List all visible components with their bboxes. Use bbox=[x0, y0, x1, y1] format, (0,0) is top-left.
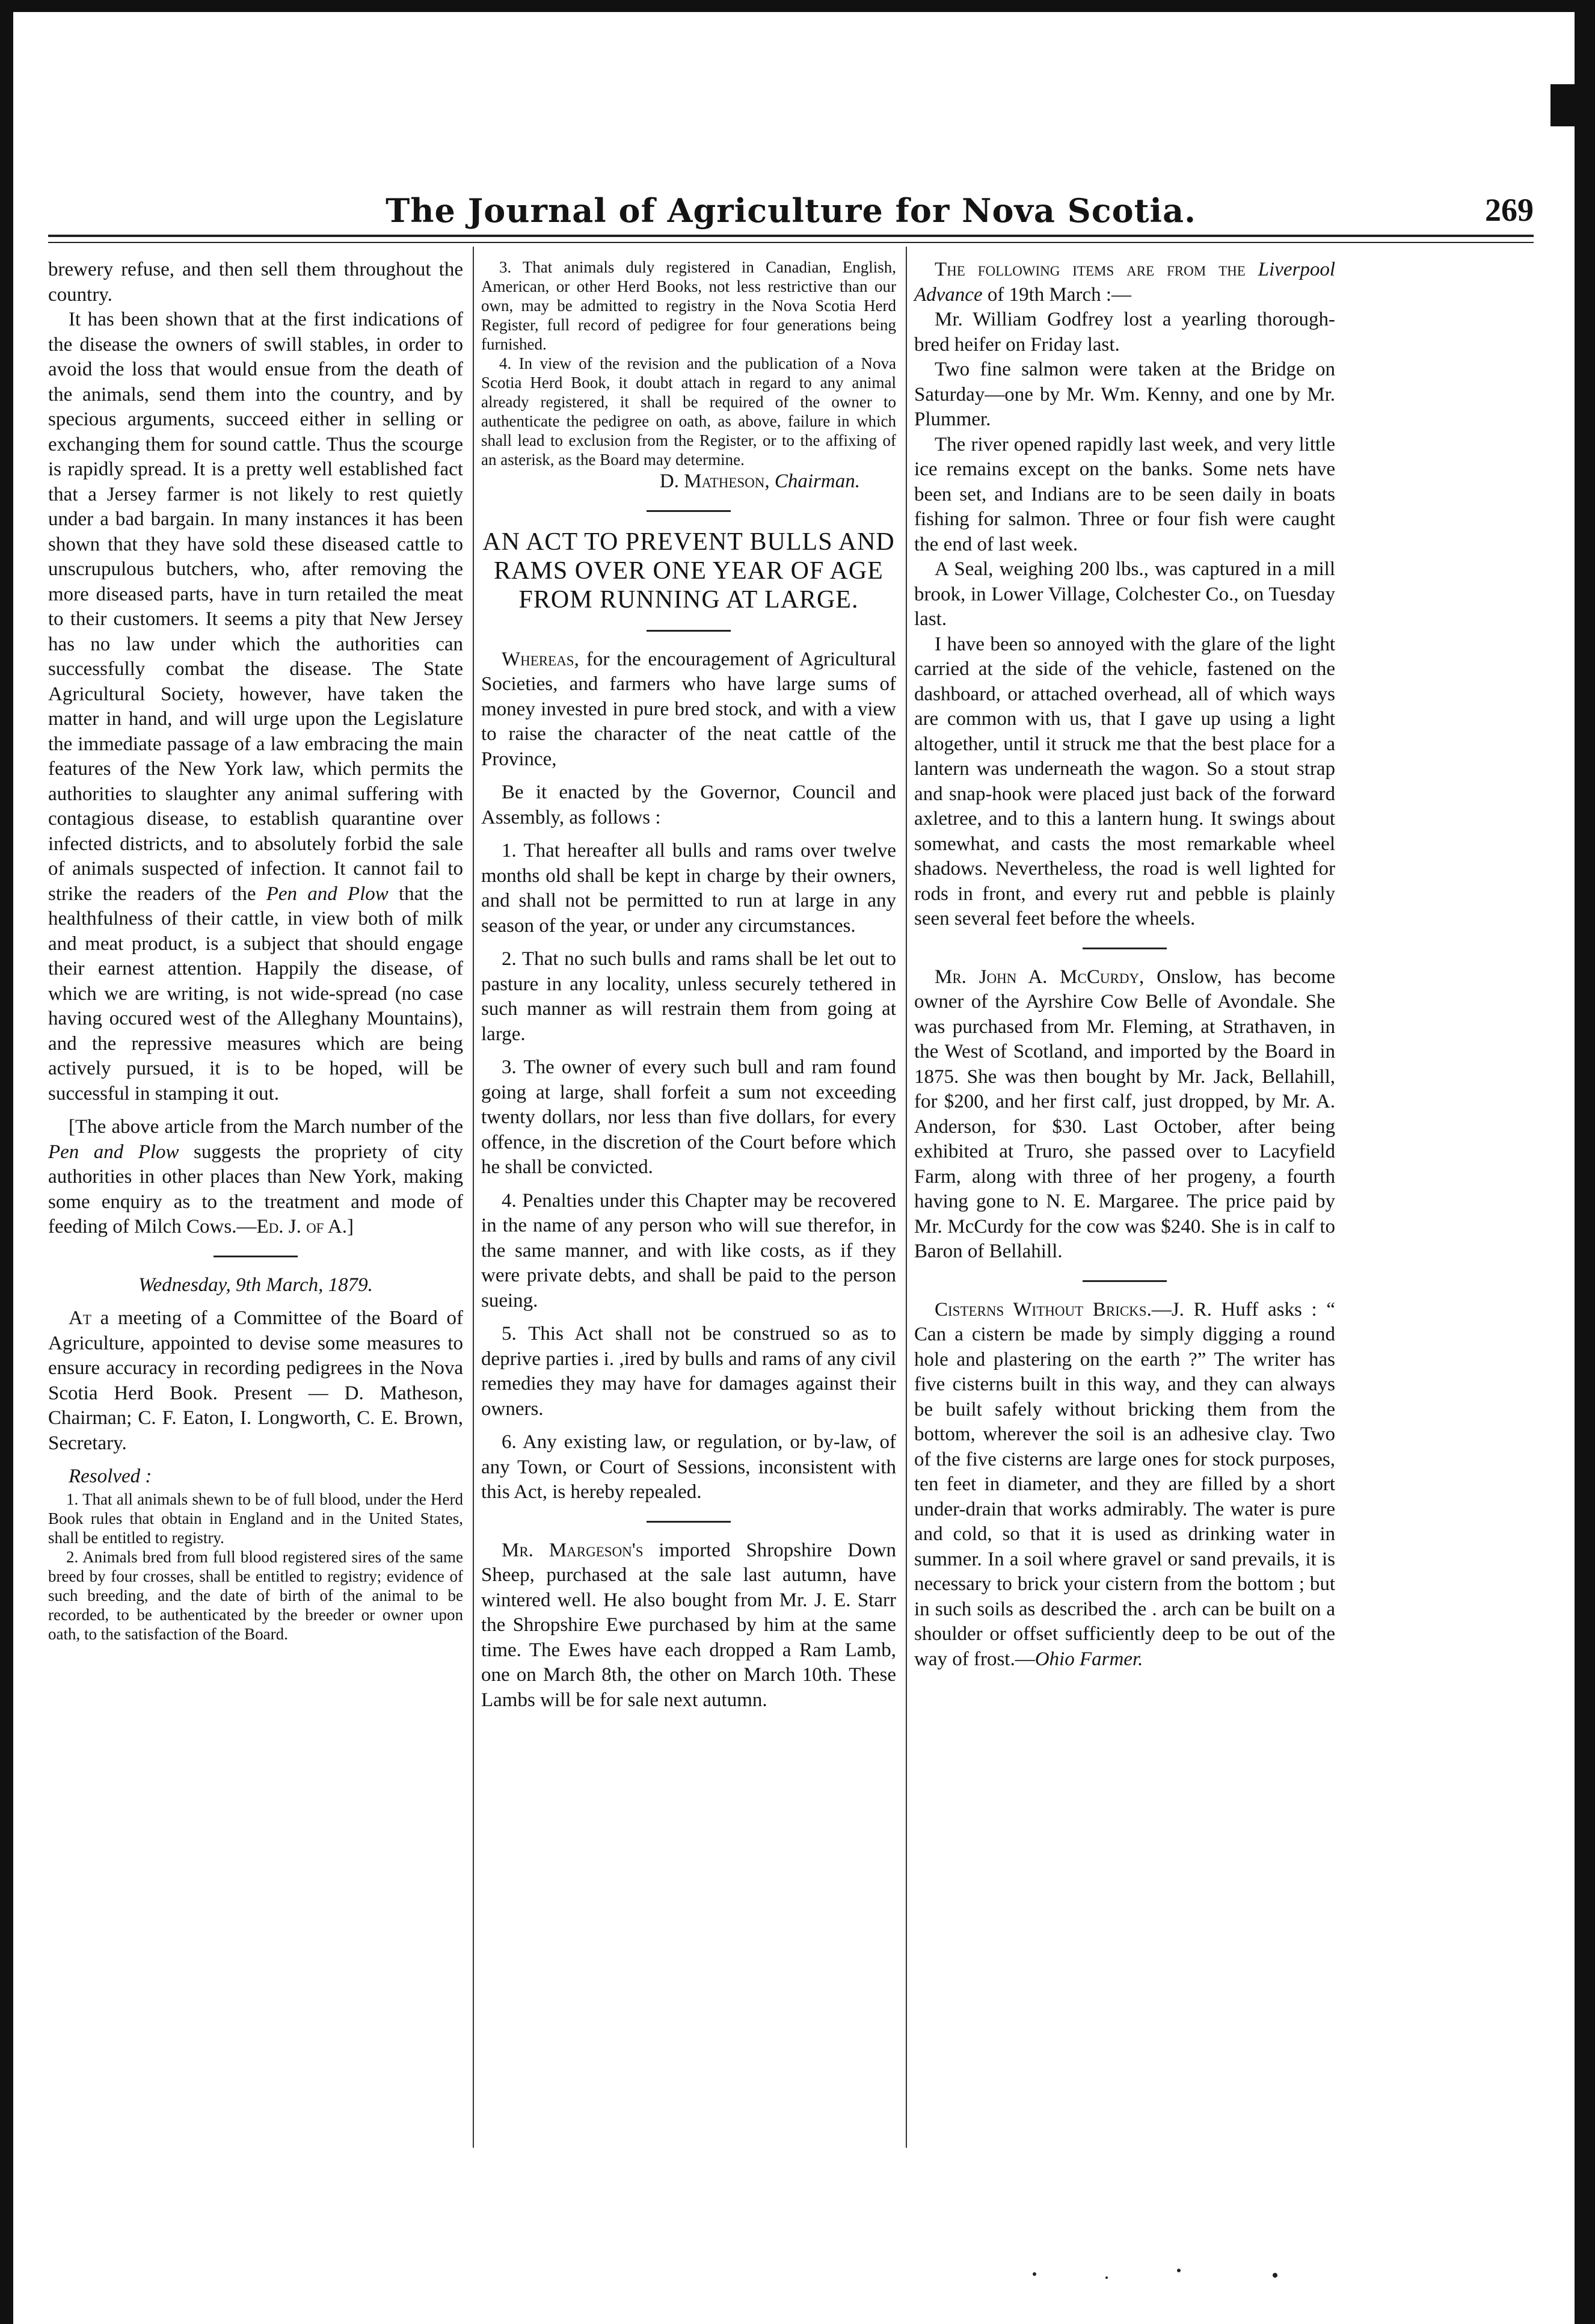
scan-border-left bbox=[0, 0, 13, 2324]
signature: D. Matheson, Chairman. bbox=[659, 470, 860, 492]
column-1 bbox=[48, 257, 463, 1644]
paragraph: Two fine salmon were taken at the Bridge on Saturday—one by Mr. Wm. Kenny, and one by Mr. Plummer. bbox=[914, 359, 1335, 430]
resolutions-list-continued bbox=[481, 257, 896, 469]
column-divider-2 bbox=[906, 247, 907, 2148]
paragraph: The following items are from the Liverpool Advance of 19th March :— bbox=[914, 259, 1335, 306]
paragraph: Cisterns Without Bricks.—J. R. Huff asks : “ Can a cistern be made by simply digging a round hole and plastering on the earth ?” The writer has five cisterns built in this way, and they can always be built safely without bricking them from the bottom, wherever the soil is an adhesive clay. Two of the five cisterns are large ones for stock purposes, ten feet in diameter, and they are filled by a short under-drain that works admirably. The water is pure and cold, so that it is used as drinking water in summer. In a soil where gravel or sand prevails, it is necessary to brick your cistern from the bottom ; but in such soils as described the . arch can be built on a shoulder or offset sufficiently deep to be out of the way of frost.—Ohio Farmer. bbox=[914, 1298, 1335, 1670]
resolution: 1. That all animals shewn to be of full blood, under the Herd Book rules that obtain in England and in the United States, shall be entitled to registry. bbox=[48, 1490, 463, 1547]
separator-rule bbox=[647, 510, 731, 512]
paragraph: Mr. William Godfrey lost a yearling thorough-bred heifer on Friday last. bbox=[914, 309, 1335, 356]
resolved-heading: Resolved : bbox=[69, 1466, 152, 1487]
resolution: 3. That animals duly registered in Canadian, English, American, or other Herd Books, not less restrictive than our own, may be admitted to registry in the Nova Scotia Herd Register, full record of pedigree for four generations being furnished. bbox=[481, 258, 896, 353]
separator-rule bbox=[647, 630, 731, 632]
header-rule-thick bbox=[48, 235, 1534, 237]
paragraph: I have been so annoyed with the glare of the light carried at the side of the vehicle, fastened on the dashboard, or attached overhead, all of which ways are common with us, that I gave up using a light altogether, until it struck me that the best place for a lantern was underneath the wagon. So a stout strap and snap-hook were placed just back of the forward axletree, and to this a lantern hung. It swings about somewhat, and casts the most remarkable wheel shadows. Nevertheless, the road is well lighted for rods in front, and every rut and pebble is plainly seen several feet before the wheels. bbox=[914, 633, 1335, 929]
dateline: Wednesday, 9th March, 1879. bbox=[138, 1274, 373, 1296]
section: 5. This Act shall not be construed so as to deprive parties i. ,ired by bulls and rams of any civil remedies they may have for damages against their owners. bbox=[481, 1323, 896, 1420]
section: 6. Any existing law, or regulation, or by-law, of any Town, or Court of Sessions, inconsistent with this Act, is hereby repealed. bbox=[481, 1431, 896, 1503]
page-header bbox=[48, 191, 1534, 245]
section: 4. Penalties under this Chapter may be recovered in the name of any person who will sue therefor, in the same manner, and with like costs, as if they were private debts, and shall be paid to the person sueing. bbox=[481, 1189, 896, 1311]
header-rule-thin bbox=[48, 242, 1534, 243]
resolution: 2. Animals bred from full blood registered sires of the same breed by four crosses, shall be entitled to registry; evidence of such breeding, and the date of birth of the animal to be recorded, to be authenticated by the breeder or owner upon oath, to the satisfaction of the Board. bbox=[48, 1547, 463, 1643]
column-3 bbox=[914, 257, 1335, 1672]
paragraph: Whereas, for the encouragement of Agricultural Societies, and farmers who have large sums of money invested in pure bred stock, and with a view to raise the character of the neat cattle of the Province, bbox=[481, 648, 896, 770]
resolutions-list bbox=[48, 1490, 463, 1644]
paragraph: It has been shown that at the first indications of the disease the owners of swill stables, in order to avoid the loss that would ensue from the death of the animals, send them into the country, and by specious arguments, succeed either in selling or exchanging them for sound cattle. Thus the scourge is rapidly spread. It is a pretty well established fact that a Jersey farmer is not likely to rest quietly under a bad bargain. In many instances it has been shown that they have sold these diseased cattle to unscrupulous butchers, who, after removing the more diseased parts, have in turn retailed the meat to their customers. It seems a pity that New Jersey has no law under which the authorities can successfully combat the disease. The State Agricultural Society, however, have taken the matter in hand, and will urge upon the Legislature the immediate passage of a law embracing the main features of the New York law, which permits the authorities to slaughter any animal suffering with contagious disease, to establish quarantine over infected districts, and to absolutely forbid the sale of animals suspected of infection. It cannot fail to strike the readers of the Pen and Plow that the healthfulness of their cattle, in view both of milk and meat product, is a subject that should engage their earnest attention. Happily the disease, of which we are writing, is not wide-spread (no case having occured west of the Alleghany Mountains), and the repressive measures which are being actively pursued, it is to be hoped, will be successful in stamping it out. bbox=[48, 309, 463, 1105]
resolution: 4. In view of the revision and the publication of a Nova Scotia Herd Book, it doubt attach in regard to any animal already registered, it shall be required of the owner to authenticate the pedigree on oath, as above, failure in which shall lead to exclusion from the Register, or to the affixing of an asterisk, as the Board may determine. bbox=[481, 354, 896, 469]
scan-specks bbox=[1022, 2262, 1323, 2286]
separator-rule bbox=[1083, 948, 1167, 949]
paragraph: Be it enacted by the Governor, Council and Assembly, as follows : bbox=[481, 781, 896, 828]
column-2 bbox=[481, 257, 896, 1713]
page-number: 269 bbox=[1485, 192, 1534, 228]
section: 2. That no such bulls and rams shall be let out to pasture in any locality, unless securely tethered in such manner as will restrain them from going at large. bbox=[481, 948, 896, 1045]
scan-border-top bbox=[0, 0, 1595, 12]
act-title: AN ACT TO PREVENT BULLS AND RAMS OVER ONE YEAR OF AGE FROM RUNNING AT LARGE. bbox=[482, 528, 895, 614]
separator-rule bbox=[214, 1256, 298, 1257]
separator-rule bbox=[1083, 1280, 1167, 1282]
paragraph: Mr. Margeson's imported Shropshire Down Sheep, purchased at the sale last autumn, have wintered well. He also bought from Mr. J. E. Starr the Shropshire Ewe purchased by him at the same time. The Ewes have each dropped a Ram Lamb, one on March 8th, the other on March 10th. These Lambs will be for sale next autumn. bbox=[481, 1539, 896, 1711]
paragraph: The river opened rapidly last week, and very little ice remains except on the banks. Some nets have been set, and Indians are to be seen daily in boats fishing for salmon. Three or four fish were caught the end of last week. bbox=[914, 433, 1335, 555]
paragraph: A Seal, weighing 200 lbs., was captured in a mill brook, in Lower Village, Colchester Co., on Tuesday last. bbox=[914, 558, 1335, 630]
section: 1. That hereafter all bulls and rams over twelve months old shall be kept in charge by their owners, and shall not be permitted to run at large in any season of the year, or under any circumstances. bbox=[481, 840, 896, 937]
scan-border-notch bbox=[1550, 84, 1575, 126]
paragraph: brewery refuse, and then sell them throughout the country. bbox=[48, 259, 463, 306]
paragraph: Mr. John A. McCurdy, Onslow, has become owner of the Ayrshire Cow Belle of Avondale. She was purchased from Mr. Fleming, at Strathaven, in the West of Scotland, and imported by the Board in 1875. She was then bought by Mr. Jack, Bellahill, for $200, and her first calf, just dropped, by Mr. A. Anderson, for $30. Last October, after being exhibited at Truro, she passed over to Lacyfield Farm, along with three of her progeny, a fourth having gone to N. E. Margaree. The price paid by Mr. McCurdy for the cow was $240. She is in calf to Baron of Bellahill. bbox=[914, 966, 1335, 1262]
separator-rule bbox=[647, 1521, 731, 1523]
column-divider-1 bbox=[473, 247, 474, 2148]
scan-border-right bbox=[1575, 0, 1595, 2324]
section: 3. The owner of every such bull and ram found going at large, shall forfeit a sum not exceeding twenty dollars, nor less than five dollars, for every offence, in the discretion of the Court before which he shall be convicted. bbox=[481, 1056, 896, 1178]
editor-note: [The above article from the March number of the Pen and Plow suggests the propriety of city authorities in other places than New York, making some enquiry as to the treatment and mode of feeding of Milch Cows.—Ed. J. of A.] bbox=[48, 1116, 463, 1238]
running-title: The Journal of Agriculture for Nova Scotia. bbox=[386, 191, 1196, 230]
paragraph: At a meeting of a Committee of the Board of Agriculture, appointed to devise some measures to ensure accuracy in recording pedigrees in the Nova Scotia Herd Book. Present — D. Matheson, Chairman; C. F. Eaton, I. Longworth, C. E. Brown, Secretary. bbox=[48, 1307, 464, 1454]
